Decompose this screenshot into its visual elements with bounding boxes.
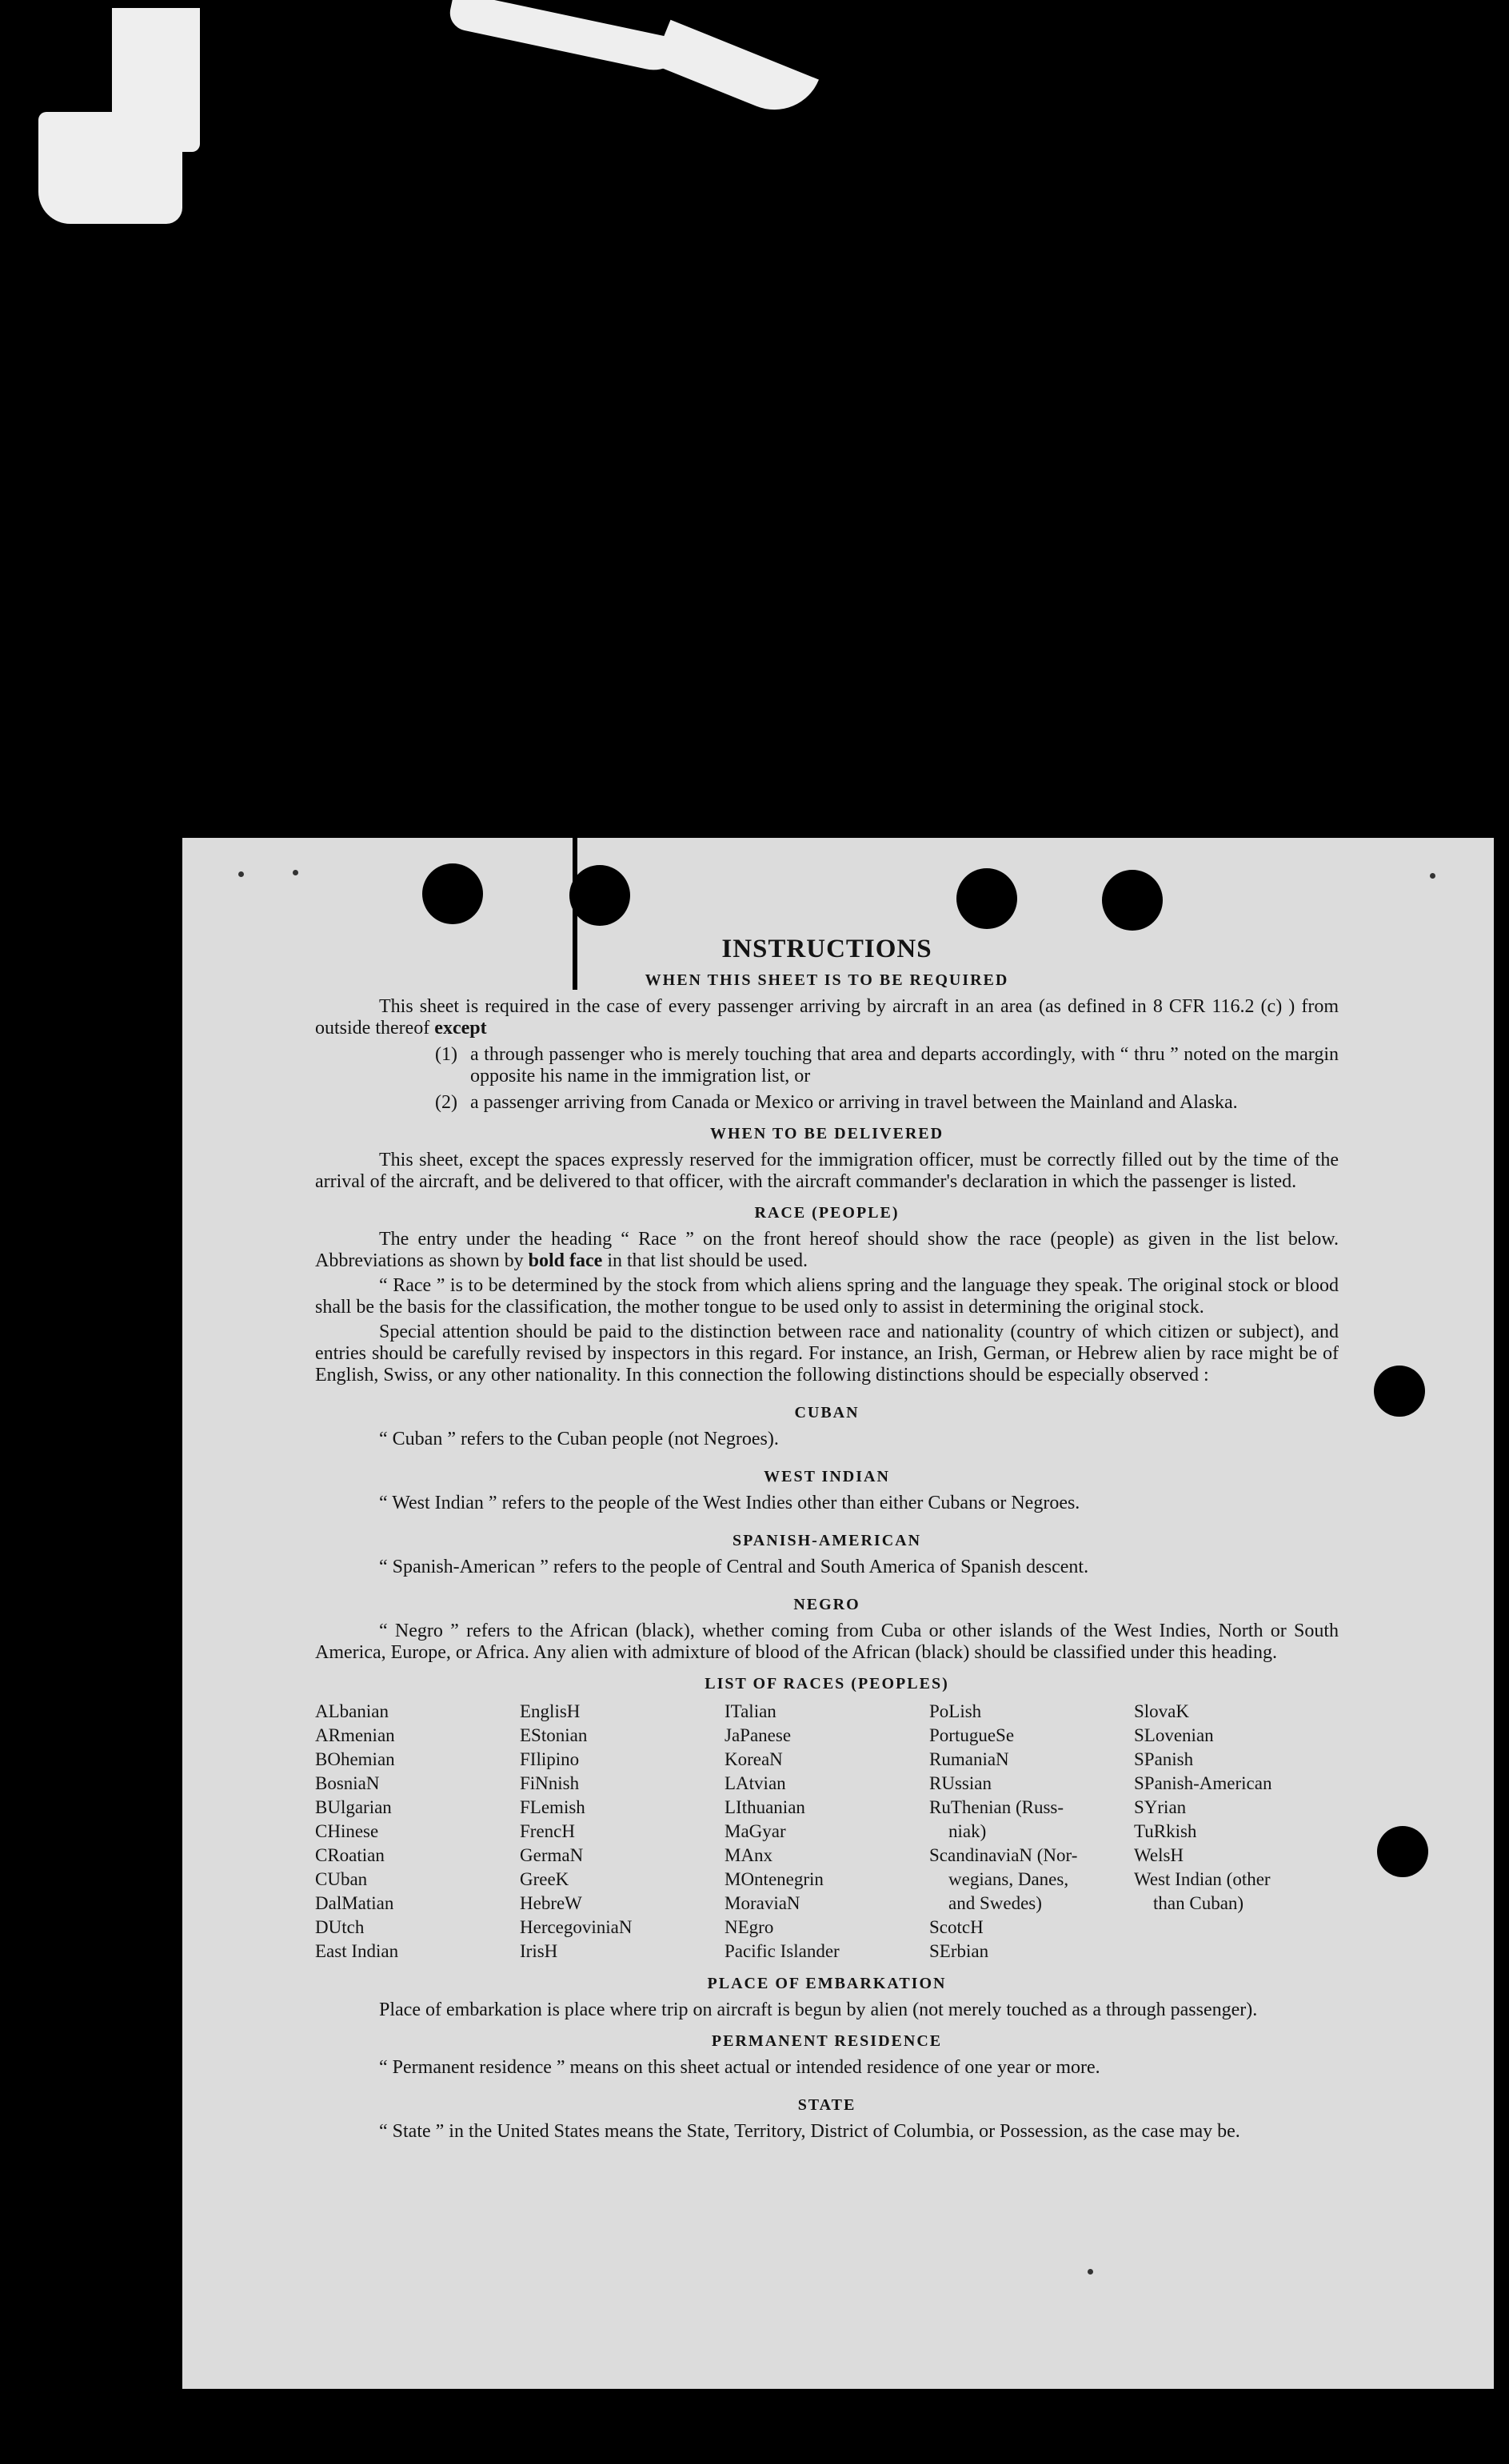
speck	[1088, 2269, 1093, 2275]
section-heading: RACE (PEOPLE)	[754, 1204, 900, 1222]
punch-hole	[422, 863, 483, 924]
punch-hole	[956, 868, 1017, 929]
race-entry: PoLish	[929, 1701, 982, 1721]
section-heading: WHEN THIS SHEET IS TO BE REQUIRED	[645, 971, 1009, 989]
race-entry: and Swedes)	[948, 1893, 1042, 1913]
race-entry: BOhemian	[315, 1749, 395, 1769]
race-entry: CUban	[315, 1869, 368, 1889]
list-item: (1) a through passenger who is merely touching that area and departs accordingly, with “ thru ” noted on the margin opposite his name in the immigration list, or	[435, 1044, 1339, 1086]
race-entry: BosniaN	[315, 1773, 380, 1793]
punch-hole	[1377, 1826, 1428, 1877]
section-heading: PLACE OF EMBARKATION	[707, 1975, 947, 1992]
race-list	[315, 1700, 1339, 1964]
race-column	[315, 1700, 520, 1964]
punch-hole	[1374, 1366, 1425, 1417]
paragraph: This sheet, except the spaces expressly reserved for the immigration officer, must be correctly filled out by the time of the arrival of the aircraft, and be delivered to that officer, with the aircraft commander's declaration in which the passenger is listed.	[315, 1150, 1339, 1192]
race-entry: ARmenian	[315, 1725, 395, 1745]
race-entry: SlovaK	[1134, 1701, 1189, 1721]
paragraph: “ West Indian ” refers to the people of the West Indies other than either Cubans or Negroes.	[379, 1493, 1080, 1513]
paragraph: “ State ” in the United States means the State, Territory, District of Columbia, or Possession, as the case may be.	[379, 2121, 1240, 2142]
section-heading: WEST INDIAN	[764, 1468, 890, 1485]
race-entry: HercegoviniaN	[520, 1917, 633, 1937]
punch-hole	[1102, 870, 1163, 931]
section-heading: STATE	[797, 2096, 856, 2114]
race-entry: FIlipino	[520, 1749, 580, 1769]
race-entry: FLemish	[520, 1797, 585, 1817]
section-heading: NEGRO	[793, 1596, 860, 1613]
race-entry: SErbian	[929, 1941, 989, 1961]
race-entry: EStonian	[520, 1725, 588, 1745]
paper-scrap-3	[447, 0, 689, 77]
paragraph: “ Negro ” refers to the African (black), whether coming from Cuba or other islands of the West Indies, North or South America, Europe, or Africa. Any alien with admixture of blood of the African (black) should be classified under this heading.	[315, 1621, 1339, 1663]
list-item: (2) a passenger arriving from Canada or Mexico or arriving in travel between the Mainland and Alaska.	[435, 1092, 1238, 1113]
race-entry: FrencH	[520, 1821, 575, 1841]
instructions-body	[315, 935, 1339, 2143]
race-entry: PortugueSe	[929, 1725, 1015, 1745]
race-entry: RUssian	[929, 1773, 992, 1793]
paragraph: Special attention should be paid to the distinction between race and nationality (country of which citizen or subject), and entries should be carefully revised by inspectors in this regard. For instance, an Irish, German, or Hebrew alien by race might be of English, Swiss, or any other nationality. In this connection the following distinctions should be especially observed :	[315, 1322, 1339, 1386]
race-entry: Pacific Islander	[725, 1941, 840, 1961]
race-column	[725, 1700, 929, 1964]
paragraph: “ Permanent residence ” means on this sheet actual or intended residence of one year or more.	[379, 2057, 1100, 2078]
race-column	[929, 1700, 1134, 1964]
paper-scrap-4	[653, 20, 819, 125]
punch-hole	[569, 865, 630, 926]
race-entry: FiNnish	[520, 1773, 580, 1793]
speck	[1430, 873, 1435, 879]
race-entry: niak)	[948, 1821, 987, 1841]
instruction-sheet	[182, 838, 1494, 2389]
race-entry: KoreaN	[725, 1749, 783, 1769]
race-entry: East Indian	[315, 1941, 399, 1961]
race-entry: than Cuban)	[1153, 1893, 1244, 1913]
race-entry: TuRkish	[1134, 1821, 1197, 1841]
race-entry: IrisH	[520, 1941, 558, 1961]
race-entry: DalMatian	[315, 1893, 394, 1913]
section-heading: WHEN TO BE DELIVERED	[709, 1125, 944, 1142]
race-entry: BUlgarian	[315, 1797, 392, 1817]
page-title: INSTRUCTIONS	[721, 935, 932, 963]
race-entry: MoraviaN	[725, 1893, 800, 1913]
race-entry: WelsH	[1134, 1845, 1184, 1865]
race-entry: ALbanian	[315, 1701, 389, 1721]
race-entry: GreeK	[520, 1869, 569, 1889]
race-entry: CRoatian	[315, 1845, 385, 1865]
race-entry: RumaniaN	[929, 1749, 1009, 1769]
paper-scrap-2	[112, 8, 200, 152]
paragraph: “ Cuban ” refers to the Cuban people (not Negroes).	[379, 1429, 779, 1449]
paragraph: “ Spanish-American ” refers to the people of Central and South America of Spanish descent.	[379, 1557, 1089, 1577]
race-entry: GermaN	[520, 1845, 584, 1865]
race-entry: ScotcH	[929, 1917, 984, 1937]
race-entry: ScandinaviaN (Nor-	[929, 1845, 1078, 1865]
race-entry: SPanish	[1134, 1749, 1194, 1769]
race-entry: SLovenian	[1134, 1725, 1214, 1745]
race-entry: MAnx	[725, 1845, 773, 1865]
section-heading: SPANISH-AMERICAN	[732, 1532, 922, 1549]
race-entry: NEgro	[725, 1917, 774, 1937]
race-entry: SPanish-American	[1134, 1773, 1272, 1793]
race-entry: LIthuanian	[725, 1797, 805, 1817]
race-entry: EnglisH	[520, 1701, 581, 1721]
paragraph: “ Race ” is to be determined by the stock from which aliens spring and the language they speak. The original stock or blood shall be the basis for the classification, the mother tongue to be used only to assist in determining the original stock.	[315, 1275, 1339, 1318]
race-entry: West Indian (other	[1134, 1869, 1271, 1889]
race-entry: RuThenian (Russ-	[929, 1797, 1064, 1817]
race-entry: LAtvian	[725, 1773, 786, 1793]
race-entry: CHinese	[315, 1821, 379, 1841]
paragraph: Place of embarkation is place where trip on aircraft is begun by alien (not merely touched as a through passenger).	[379, 2000, 1258, 2020]
race-entry: DUtch	[315, 1917, 365, 1937]
paragraph: This sheet is required in the case of every passenger arriving by aircraft in an area (as defined in 8 CFR 116.2 (c) ) from outside thereof except	[315, 996, 1339, 1039]
speck	[293, 870, 298, 875]
section-heading: PERMANENT RESIDENCE	[711, 2032, 943, 2050]
race-column	[520, 1700, 725, 1964]
race-entry: MOntenegrin	[725, 1869, 824, 1889]
race-entry: HebreW	[520, 1893, 582, 1913]
race-entry: wegians, Danes,	[948, 1869, 1069, 1889]
race-entry: SYrian	[1134, 1797, 1187, 1817]
race-entry: MaGyar	[725, 1821, 786, 1841]
race-entry: ITalian	[725, 1701, 776, 1721]
speck	[238, 871, 244, 877]
paragraph: The entry under the heading “ Race ” on the front hereof should show the race (people) as given in the list below. Abbreviations as shown by bold face in that list should be used.	[315, 1229, 1339, 1271]
race-column	[1134, 1700, 1339, 1964]
race-entry: JaPanese	[725, 1725, 792, 1745]
section-heading: LIST OF RACES (PEOPLES)	[705, 1675, 949, 1693]
section-heading: CUBAN	[794, 1404, 860, 1421]
